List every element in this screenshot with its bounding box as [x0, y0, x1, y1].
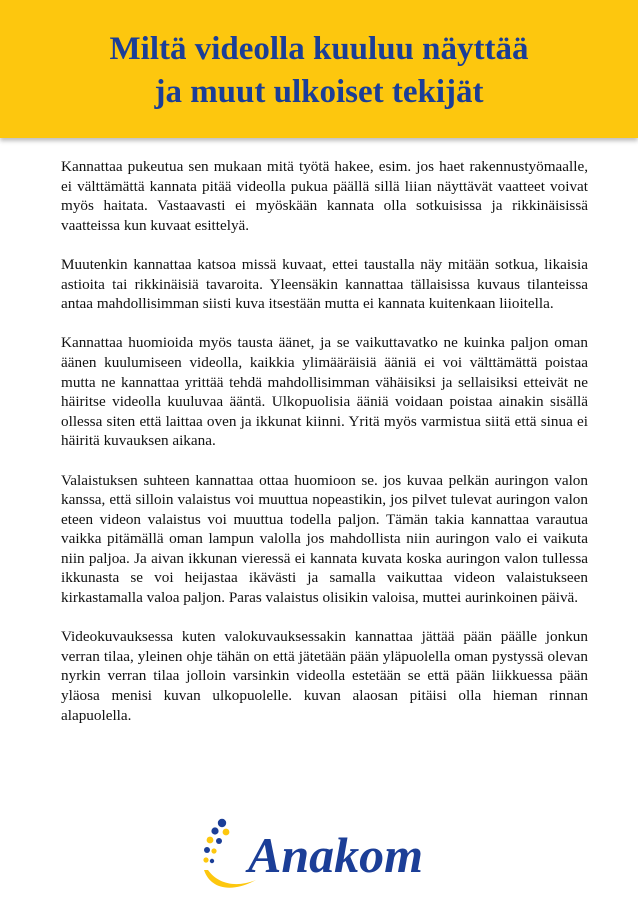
paragraph-background: Muutenkin kannattaa katsoa missä kuvaat, ettei taustalla näy mitään sotkua, likaisia astioita tai rikkinäisiä tavaroita. Yleensäkin kannattaa tällaisissa kuvaus tilanteissa antaa mahdollisimman siisti kuva itsestään mutta ei kannata kuitenkaan liioitella.: [61, 255, 588, 313]
logo-dot: [211, 848, 216, 853]
page-title: [0, 28, 638, 114]
paragraph-framing: Videokuvauksessa kuten valokuvauksessakin kannattaa jättää pään päälle jonkun verran tilaa, yleinen ohje tähän on että jätetään pään yläpuolella oman pystyssä olevan nyrkin verran tilaa jolloin varsinkin videolla estetään se että pään liikkuessa pään yläosa menisi kuvan ulkopuolelle. kuvan alaosan pitäisi olla hieman rinnan alapuolella.: [61, 628, 588, 724]
logo-dot: [216, 838, 222, 844]
anakom-logo-text: Anakom: [248, 827, 424, 883]
page-title-line-1: Miltä videolla kuuluu näyttää: [109, 31, 529, 67]
logo-dot: [211, 827, 218, 834]
document-body: [61, 157, 588, 745]
paragraph-clothing: Kannattaa pukeutua sen mukaan mitä työtä hakee, esim. jos haet rakennustyömaalle, ei välttämättä kannata pitää videolla pukua päällä sillä liian näyttävät vaatteet voivat myös haitata. Vastaavasti ei myöskään kannata olla sotkuisissa ja rikkinäisissä vaatteissa kun kuvaat esittelyä.: [61, 158, 588, 234]
paragraph-background-sounds: Kannattaa huomioida myös tausta äänet, ja se vaikuttavatko ne kuinka paljon oman äänen kuulumiseen videolla, kaikkia ylimääräisiä ääniä ei voi välttämättä poistaa mutta ne kannattaa yrittää tehdä mahdollisimman vähäisiksi ja sellaisiksi etteivät ne häiritse videolla kuuluvaa ääntä. Ulkopuolisia ääniä voidaan poistaa ainakin sisällä ollessa siten että laittaa oven ja ikkunat kiinni. Yritä myös varmistua siitä että sinua ei häiritä kuvauksen aikana.: [61, 334, 588, 450]
logo-dot: [223, 829, 230, 836]
anakom-logo: [200, 818, 440, 896]
paragraph-lighting: Valaistuksen suhteen kannattaa ottaa huomioon se. jos kuvaa pelkän auringon valon kanssa, että silloin valaistus voi muuttua nopeastikin, jos pilvet tulevat auringon valon eteen videon valaistus voi muuttua todella paljon. Tämän takia kannattaa varautua vaikka pitämällä oman lampun valolla jos mahdollista niin auringon valo ei vaikuta niin paljoa. Ja aivan ikkunan vieressä ei kannata kuvata koska auringon valon tullessa ikkunasta se voi heijastaa ikävästi ja samalla vaikuttaa videon valaistukseen kirkastamalla valoa paljon. Paras valaistus olisikin valoisa, muttei aurinkoinen päivä.: [61, 471, 588, 607]
logo-dot: [210, 859, 214, 863]
logo-dot: [203, 857, 208, 862]
logo-dot: [207, 837, 214, 844]
page-title-line-2: ja muut ulkoiset tekijät: [154, 74, 484, 110]
logo-dot: [204, 847, 210, 853]
logo-dot: [218, 819, 226, 827]
